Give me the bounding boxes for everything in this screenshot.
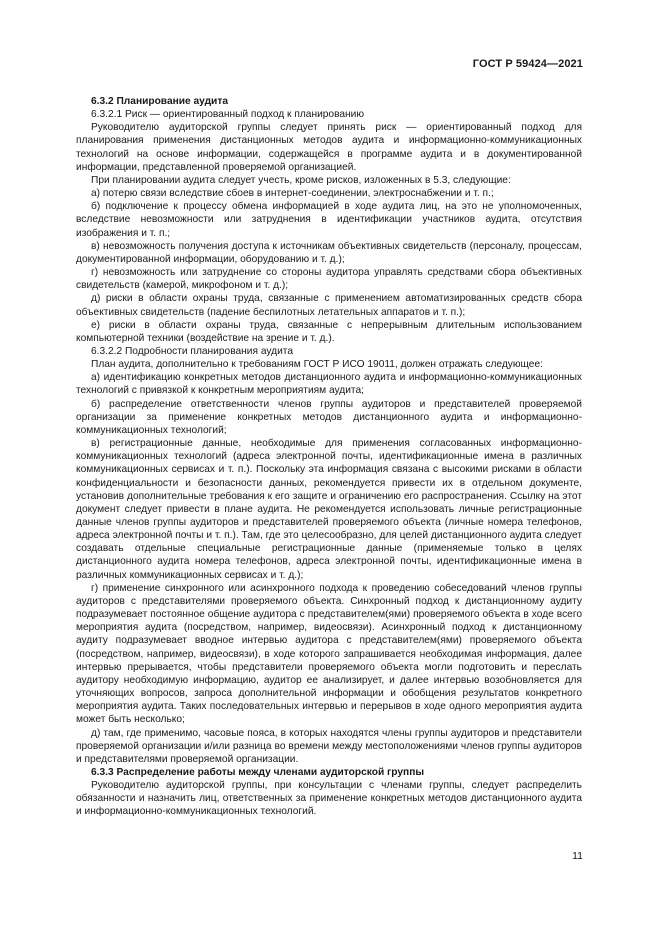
paragraph: в) регистрационные данные, необходимые для применения согласованных информационно-коммуникационных технологий (адреса электронной почты, идентификационные имена в различных коммуникационных сервисах и т. п.). Поскольку эта информация связана с высокими рисками в области конфиденциальности и безопасности данных, рекомендуется привести их в отдельном документе, установив дополнительные требования к его защите и ограничению его распространения. Ссылку на этот документ следует привести в плане аудита. Не рекомендуется использовать личные регистрационные данные членов группы аудиторов и представителей проверяемого объекта (личные номера телефонов, адреса электронной почты и т. п.). Там, где это целесообразно, для целей дистанционного аудита следует создавать отдельные специальные регистрационные данные (применяемые только в целях дистанционного аудита номера телефонов, адреса электронной почты, идентификационные имена в различных коммуникационных сервисах и т. д.); — [76, 438, 582, 581]
paragraph: б) подключение к процессу обмена информацией в ходе аудита лиц, на это не уполномоченных, вследствие невозможности или затруднения в идентификации участников аудита, отсутствия изображения и т. п.; — [76, 201, 582, 239]
paragraph: в) невозможность получения доступа к источникам объективных свидетельств (персоналу, процессам, документированной информации, оборудованию и т. д.); — [76, 240, 582, 265]
paragraph: Руководителю аудиторской группы следует принять риск — ориентированный подход для планирования применения дистанционных методов аудита и информационно-коммуникационных технологий на основе информации, содержащейся в программе аудита и в документированной информации, представленной проверяемой организацией. — [76, 122, 582, 173]
paragraph: д) там, где применимо, часовые пояса, в которых находятся члены группы аудиторов и представители проверяемой организации и/или разница во времени между местоположениями членов группы аудиторов и представителями проверяемой организации. — [76, 727, 582, 765]
paragraph: б) распределение ответственности членов группы аудиторов и представителей проверяемой организации за применение конкретных методов дистанционного аудита и информационно-коммуникационных технологий; — [76, 398, 582, 436]
paragraph: а) идентификацию конкретных методов дистанционного аудита и информационно-коммуникационных технологий с привязкой к конкретным мероприятиям аудита; — [76, 372, 582, 397]
paragraph: г) применение синхронного или асинхронного подхода к проведению собеседований членов группы аудиторов с представителями проверяемого объекта. Синхронный подход к дистанционному аудиту подразумевает постоянное общение аудитора с представителем(ями) проверяемого объекта в ходе всего мероприятия аудита (посредством, например, видеосвязи). Асинхронный подход к дистанционному аудиту подразумевает вводное интервью аудитора с представителем(ями) проверяемого объекта (посредством, например, видеосвязи), в ходе которого запрашивается необходимая информация, далее интервью прерывается, чтобы представители проверяемого объекта могли подготовить и переслать аудитору необходимую информацию, аудитор ее анализирует, и далее интервью возобновляется для уточняющих вопросов, запроса дополнительной информации и обобщения результатов конкретного мероприятия аудита. Таких последовательных интервью и перерывов в ходе одного мероприятия аудита может быть несколько; — [76, 582, 582, 726]
paragraph: д) риски в области охраны труда, связанные с применением автоматизированных средств сбора объективных свидетельств (падение беспилотных летательных аппаратов и т. п.); — [76, 293, 582, 318]
paragraph: а) потерю связи вследствие сбоев в интернет-соединении, электроснабжении и т. п.; — [91, 188, 494, 200]
paragraph: г) невозможность или затруднение со стороны аудитора управлять средствами сбора объективных свидетельств (камерой, микрофоном и т. д.); — [76, 267, 582, 292]
section-heading: 6.3.3 Распределение работы между членами аудиторской группы — [91, 766, 425, 778]
document-body — [76, 95, 582, 819]
page-number: 11 — [572, 850, 583, 862]
paragraph: е) риски в области охраны труда, связанные с непрерывным длительным использованием компьютерной техники (воздействие на зрение и т. д.). — [76, 319, 582, 344]
standard-number: ГОСТ Р 59424—2021 — [472, 58, 583, 70]
section-heading: 6.3.2 Планирование аудита — [91, 96, 228, 107]
paragraph: При планировании аудита следует учесть, кроме рисков, изложенных в 5.3, следующие: — [91, 174, 511, 186]
paragraph: План аудита, дополнительно к требованиям ГОСТ Р ИСО 19011, должен отражать следующее: — [91, 359, 543, 371]
paragraph: Руководителю аудиторской группы, при консультации с членами группы, следует распределить обязанности и назначить лиц, ответственных за применение конкретных методов дистанционного аудита и информационно-коммуникационных технологий. — [76, 780, 582, 818]
paragraph: 6.3.2.2 Подробности планирования аудита — [91, 345, 293, 357]
paragraph: 6.3.2.1 Риск — ориентированный подход к планированию — [91, 109, 365, 121]
